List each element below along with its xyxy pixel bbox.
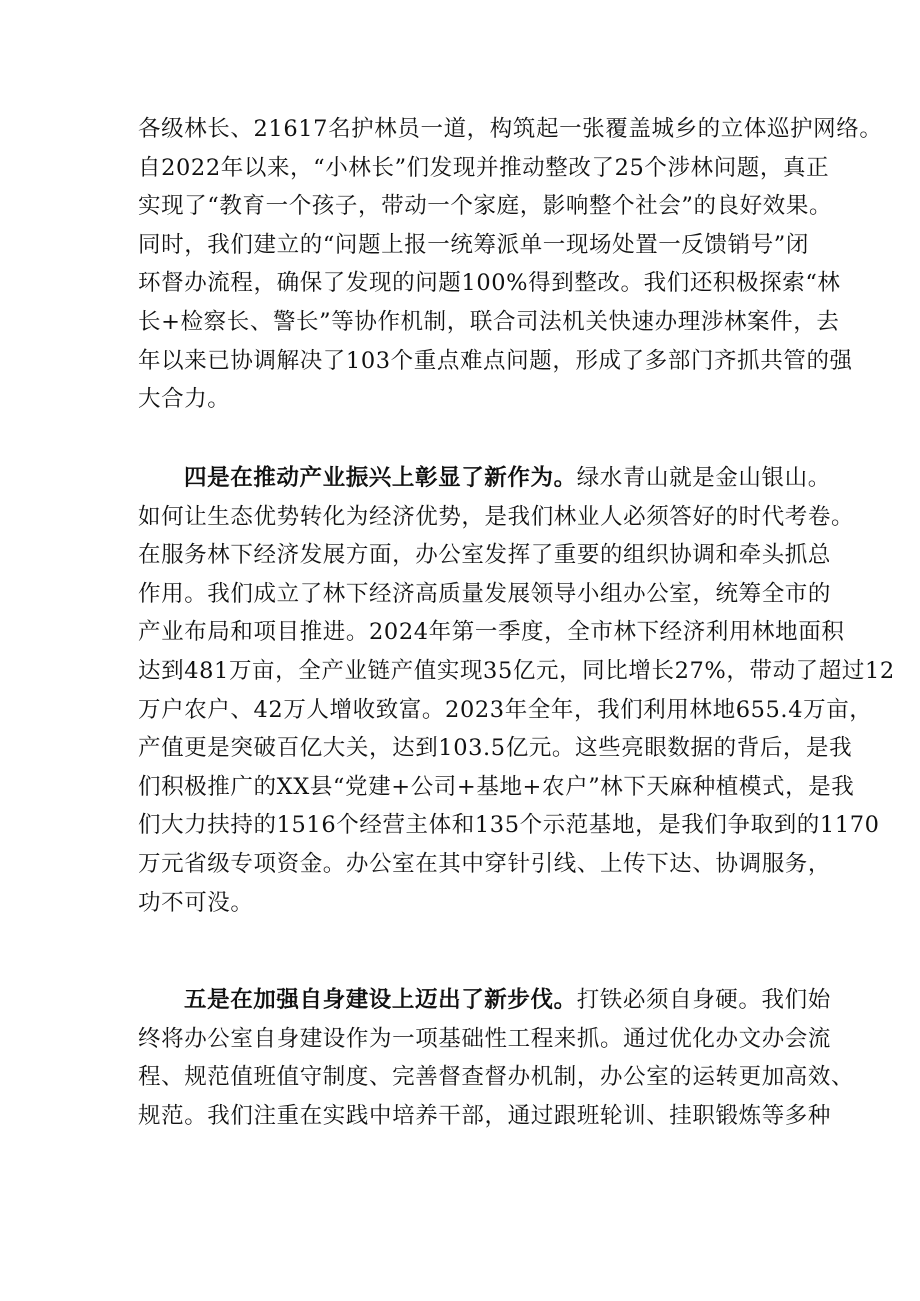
heading-followup-text: 打铁必须自身硬。我们始 (576, 987, 831, 1013)
text-line: 作用。我们成立了林下经济高质量发展领导小组办公室，统筹全市的 (138, 580, 832, 607)
paragraph-forest-patrol (138, 110, 883, 419)
text-line: 产值更是突破百亿大关，达到103.5亿元。这些亮眼数据的背后，是我 (138, 735, 853, 762)
paragraph-first-line (138, 981, 831, 1020)
text-line: 如何让生态优势转化为经济优势，是我们林业人必须答好的时代考卷。 (138, 503, 855, 530)
text-line: 产业布局和项目推进。2024年第一季度，全市林下经济利用林地面积 (138, 619, 845, 646)
text-line: 达到481万亩，全产业链产值实现35亿元，同比增长27%，带动了超过12 (138, 657, 895, 684)
paragraph-first-line (138, 459, 831, 498)
text-line: 功不可没。 (138, 889, 254, 916)
text-line: 规范。我们注重在实践中培养干部，通过跟班轮训、挂职锻炼等多种 (138, 1102, 832, 1129)
text-line: 实现了“教育一个孩子，带动一个家庭，影响整个社会”的良好效果。 (138, 193, 833, 220)
text-line: 们积极推广的XX县“党建+公司+基地+农户”林下天麻种植模式，是我 (138, 773, 855, 800)
text-line: 各级林长、21617名护林员一道，构筑起一张覆盖城乡的立体巡护网络。 (138, 116, 883, 142)
text-line: 同时，我们建立的“问题上报一统筹派单一现场处置一反馈销号”闭 (138, 231, 810, 258)
heading-followup-text: 绿水青山就是金山银山。 (576, 465, 831, 491)
section-heading: 五是在加强自身建设上迈出了新步伐。 (184, 987, 577, 1013)
text-line: 们大力扶持的1516个经营主体和135个示范基地，是我们争取到的1170 (138, 812, 880, 839)
text-line: 万元省级专项资金。办公室在其中穿针引线、上传下达、协调服务， (138, 850, 832, 877)
text-line: 在服务林下经济发展方面，办公室发挥了重要的组织协调和牵头抓总 (138, 542, 832, 569)
paragraph-self-building (138, 981, 855, 1135)
text-line: 万户农户、42万人增收致富。2023年全年，我们利用林地655.4万亩， (138, 696, 873, 723)
text-line: 年以来已协调解决了103个重点难点问题，形成了多部门齐抓共管的强 (138, 347, 853, 374)
text-line: 大合力。 (138, 386, 231, 413)
text-line: 环督办流程，确保了发现的问题100%得到整改。我们还积极探索“林 (138, 270, 841, 297)
text-line: 程、规范值班值守制度、完善督查督办机制，办公室的运转更加高效、 (138, 1064, 855, 1091)
text-line: 自2022年以来，“小林长”们发现并推动整改了25个涉林问题，真正 (138, 154, 830, 181)
paragraph-industry-revitalization (138, 459, 895, 922)
text-line: 长+检察长、警长”等协作机制，联合司法机关快速办理涉林案件，去 (138, 308, 840, 335)
section-heading: 四是在推动产业振兴上彰显了新作为。 (184, 465, 577, 491)
text-line: 终将办公室自身建设作为一项基础性工程来抓。通过优化办文办会流 (138, 1025, 832, 1052)
